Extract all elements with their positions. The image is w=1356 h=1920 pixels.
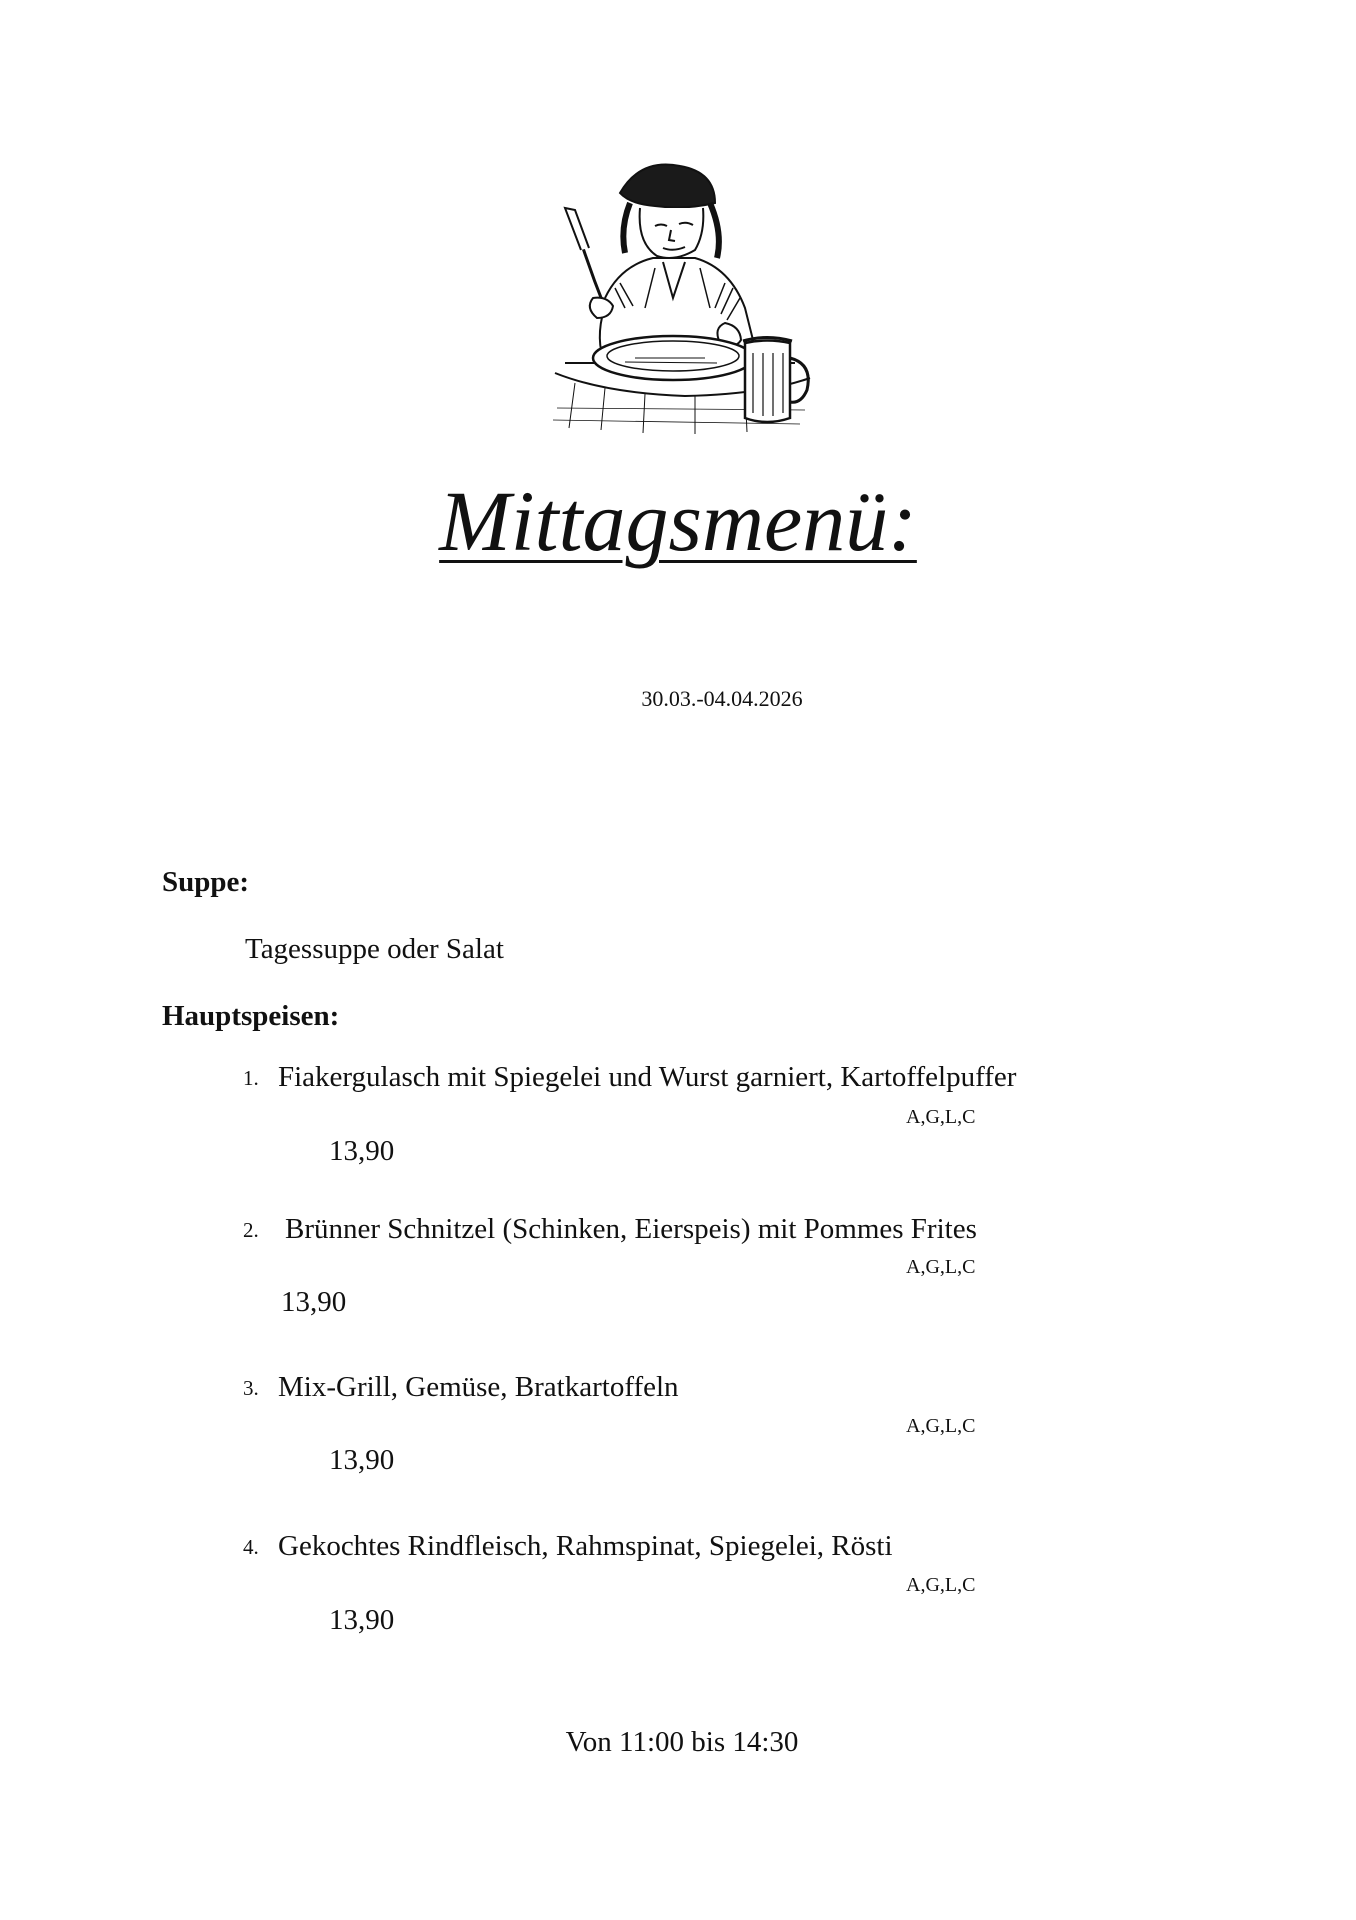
- dish-name: Mix-Grill, Gemüse, Bratkartoffeln: [278, 1371, 679, 1403]
- allergen-codes: A,G,L,C: [906, 1415, 976, 1437]
- menu-title-text: Mittagsmenü:: [439, 473, 917, 569]
- allergen-codes: A,G,L,C: [906, 1574, 976, 1596]
- dish-price: 13,90: [281, 1286, 347, 1318]
- dish-price: 13,90: [329, 1135, 395, 1167]
- allergen-codes: A,G,L,C: [906, 1256, 976, 1278]
- dish-name: Fiakergulasch mit Spiegelei und Wurst garniert, Kartoffelpuffer: [278, 1061, 1017, 1093]
- allergen-codes: A,G,L,C: [906, 1106, 976, 1128]
- item-number: 1.: [243, 1066, 259, 1090]
- opening-hours: Von 11:00 bis 14:30: [565, 1726, 799, 1758]
- dish-name: Gekochtes Rindfleisch, Rahmspinat, Spiegelei, Rösti: [278, 1530, 893, 1562]
- menu-title: [0, 473, 1356, 569]
- soup-heading: Suppe:: [162, 866, 250, 898]
- date-range: 30.03.-04.04.2026: [641, 686, 803, 711]
- item-number: 2.: [243, 1218, 259, 1242]
- mains-heading: Hauptspeisen:: [162, 1000, 340, 1032]
- soup-item: Tagessuppe oder Salat: [245, 933, 504, 965]
- dish-name: Brünner Schnitzel (Schinken, Eierspeis) mit Pommes Frites: [285, 1213, 977, 1245]
- item-number: 4.: [243, 1535, 259, 1559]
- item-number: 3.: [243, 1376, 259, 1400]
- dish-price: 13,90: [329, 1444, 395, 1476]
- diner-illustration: [545, 158, 820, 438]
- dish-price: 13,90: [329, 1604, 395, 1636]
